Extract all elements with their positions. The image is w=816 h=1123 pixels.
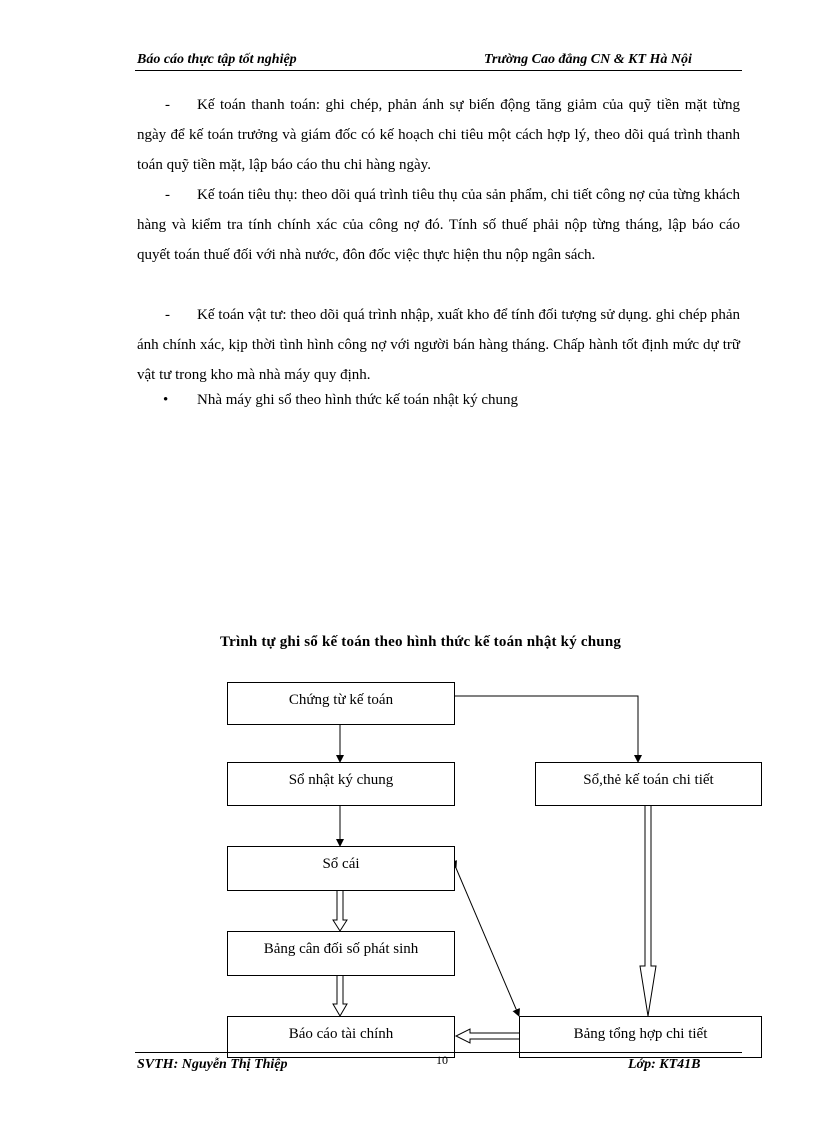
bullet-icon: • [163, 392, 169, 408]
box-so-cai: Sổ cái [227, 846, 455, 891]
diagram-title: Trình tự ghi sổ kế toán theo hình thức kế toán nhật ký chung [220, 634, 622, 650]
header-left: Báo cáo thực tập tốt nghiệp [137, 52, 297, 67]
paragraph-dash: - [165, 307, 170, 323]
arrow-bangcandoi-to-baocao [333, 976, 347, 1016]
footer-student: SVTH: Nguyễn Thị Thiệp [137, 1057, 288, 1072]
arrow-socai-bangtonghop [456, 868, 519, 1016]
arrow-sothe-to-bangtonghop [640, 806, 656, 1016]
page-number: 10 [436, 1053, 448, 1067]
arrow-bangtonghop-to-baocao [456, 1029, 519, 1043]
header-right: Trường Cao đẳng CN & KT Hà Nội [484, 52, 692, 67]
arrow-socai-to-bangcandoi [333, 891, 347, 931]
paragraph-dash: - [165, 97, 170, 113]
paragraph-text: Kế toán tiêu thụ: theo dõi quá trình tiêu thụ của sản phẩm, chi tiết công nợ của từng khách hàng và kiểm tra tính chính xác của công nợ đó. Tính số thuế phải nộp từng tháng, lập báo cáo quyết toán thuế đối với nhà nước, đôn đốc việc thực hiện thu nộp ngân sách. [137, 187, 740, 263]
box-bang-can-doi: Bảng cân đối số phát sinh [227, 931, 455, 976]
paragraph-text: Kế toán vật tư: theo dõi quá trình nhập, xuất kho để tính đối tượng sử dụng. ghi chép phản ánh chính xác, kịp thời tình hình công nợ với người bán hàng tháng. Chấp hành tốt định mức dự trữ vật tư trong kho mà nhà máy quy định. [137, 307, 740, 383]
paragraph-text: Kế toán thanh toán: ghi chép, phản ánh sự biến động tăng giảm của quỹ tiền mặt từng ngày để kế toán trưởng và giám đốc có kế hoạch chi tiêu một cách hợp lý, theo dõi quá trình thanh toán quỹ tiền mặt, lập báo cáo thu chi hàng ngày. [137, 97, 740, 173]
arrow-chungtu-to-sothe [455, 696, 638, 762]
bullet-text: Nhà máy ghi sổ theo hình thức kế toán nhật ký chung [197, 392, 518, 408]
box-bao-cao-tai-chinh: Báo cáo tài chính [227, 1016, 455, 1058]
footer-class: Lớp: KT41B [628, 1057, 701, 1072]
box-so-the-ke-toan-chi-tiet: Sổ,thẻ kế toán chi tiết [535, 762, 762, 806]
box-bang-tong-hop-chi-tiet: Bảng tổng hợp chi tiết [519, 1016, 762, 1058]
box-so-nhat-ky-chung: Sổ nhật ký chung [227, 762, 455, 806]
paragraph-dash: - [165, 187, 170, 203]
box-chung-tu-ke-toan: Chứng từ kế toán [227, 682, 455, 725]
